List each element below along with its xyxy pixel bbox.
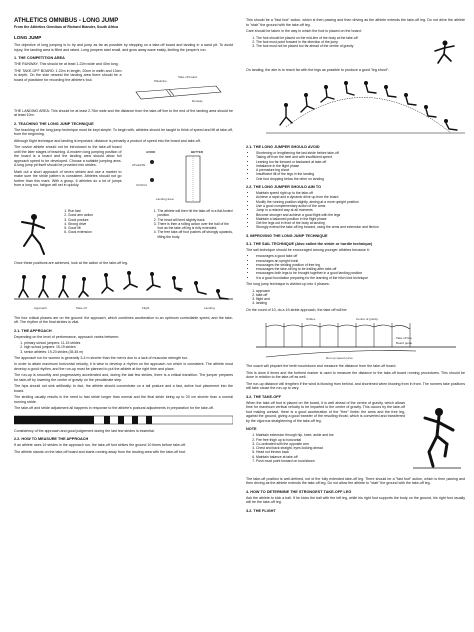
list-item: • it is a good foundation preparing for the learning of the hitch kick technique bbox=[256, 276, 465, 280]
list-item: • Leaning too far forward or backward at take-off bbox=[256, 160, 465, 164]
avoid-better-diagram bbox=[126, 148, 234, 206]
list-item: 4. landing bbox=[256, 301, 465, 305]
list-item: 1. The foot should be placed on the mid-line of the body at the take-off bbox=[256, 36, 421, 40]
teaching-paragraph-4: Mark out a short approach of seven strides and use a marker to make sure the stride pattern is consistent. Athletes should not go further than this mark. With a group, 6 athletes do a lot of jumps from a long run, fatigue will set in quickly. bbox=[14, 169, 122, 187]
list-item: • Maintain a balanced position in the flight phase bbox=[256, 217, 465, 221]
section-long-jump: LONG JUMP bbox=[14, 35, 42, 40]
coach-paragraph-1: The coach will pinpoint the tenth touchdown and measure the distance from the take-off board. bbox=[246, 364, 397, 369]
list-item: • encourages an upright trunk bbox=[256, 259, 465, 263]
sail-paragraph-1: The sail technique should be encouraged among younger athletes because it: bbox=[246, 247, 370, 252]
list-item: • encourages a good take-off bbox=[256, 254, 465, 258]
approach-paragraph-7: The take-off and stride adjustment all happens in response to the athlete's postural adjustments in preparation for the take-off. bbox=[14, 406, 214, 411]
list-item: 3. Co-ordinated with the opposite arm bbox=[256, 442, 405, 446]
runway-paragraph: THE RUNWAY: This should be at least 1.22m wide and 40m long. bbox=[14, 62, 119, 66]
list-item: 6. Good extension bbox=[68, 230, 144, 234]
list-item: 1. Run fast bbox=[68, 209, 144, 213]
list-item: • encourages the striding position of free leg bbox=[256, 263, 465, 267]
label-avoid: AVOID bbox=[145, 150, 155, 154]
takeoff-board-diagram bbox=[126, 72, 234, 106]
list-item: 2. Fire free thigh up to horizontal bbox=[256, 438, 405, 442]
list-item: • Jump in a relaxed way at all moments bbox=[256, 208, 465, 212]
page-title: ATHLETICS OMNIBUS - LONG JUMP bbox=[14, 18, 119, 24]
fig-label-takeoff-board: Take off board bbox=[177, 74, 197, 79]
section-aim: 2.2. THE LONG JUMPER SHOULD AIM TO bbox=[246, 185, 322, 190]
label-landing-area: Landing area bbox=[155, 197, 174, 201]
approach-paragraph-8: Consistency of the approach and good judgement during the last few strides is essential. bbox=[14, 428, 155, 433]
phase-label-approach: Approach bbox=[34, 305, 47, 310]
list-item: 4. Strong drive bbox=[68, 222, 144, 226]
list-item: • Imbalance in the flight phase bbox=[256, 164, 465, 168]
list-item: 5. Head not thrown back bbox=[256, 450, 405, 454]
sail-paragraph-2: The long jump technique is divided up into 4 phases: bbox=[246, 282, 330, 287]
list-item: • Taking off from the heel and with insufficient speed bbox=[256, 155, 465, 159]
section-strongest-takeoff-leg: 4. HOW TO DETERMINE THE STRONGEST TAKE-OFF LEG bbox=[246, 489, 352, 494]
teaching-paragraph-2: Although flight technique and landing is important, distance is primarily a product of speed into the board and take-off. bbox=[14, 138, 201, 143]
list-item: • Insufficient lift of the legs in the landing bbox=[256, 172, 465, 176]
foot-list bbox=[246, 36, 421, 66]
avoid-list bbox=[246, 151, 465, 181]
list-item: • One foot dropping below the other on landing bbox=[256, 177, 465, 181]
label-centre-of-gravity: Centre of gravity bbox=[356, 317, 379, 322]
phase-list bbox=[246, 289, 465, 306]
note-list bbox=[246, 433, 405, 463]
list-item: 3. senior athletes: 19-23 strides (35-45 m) bbox=[24, 350, 233, 354]
list-item: • Modify the running position slightly, aiming at a more upright position bbox=[256, 200, 465, 204]
checklist-1 bbox=[58, 209, 144, 259]
label-take-off-line: Take off line bbox=[396, 336, 412, 341]
list-item: 3. The foot must not be placed too far ahead of the centre of gravity bbox=[256, 44, 421, 48]
right-column bbox=[246, 0, 465, 632]
section-avoid: 2.1. THE LONG JUMPER SHOULD AVOID bbox=[246, 145, 320, 149]
list-item: 3. flight and bbox=[256, 297, 465, 301]
section-flight: 3.2. THE FLIGHT bbox=[246, 508, 276, 513]
approach-paragraph-2: Depending on the level of performance, approach varies between: bbox=[14, 334, 120, 339]
label-better: BETTER bbox=[190, 150, 203, 154]
phase-sequence-figure bbox=[14, 269, 233, 313]
strongest-paragraph: Ask the athlete to kick a ball. If he kicks the ball with the left leg, while his right foot supports the body on the ground, his right foot usually will be the take-off leg. bbox=[246, 495, 465, 505]
list-item: 1. primary school jumpers: 11-15 strides bbox=[24, 341, 233, 345]
phase-label-landing: Landing bbox=[204, 305, 215, 310]
approach-paragraph-4: The run-up is smoothly and progressively accelerated and, during the last few strides, there is a critical transition. The jumper prepares for take-off by lowering the centre of gravity on the penultimate step. bbox=[14, 373, 233, 382]
teaching-paragraph-3: The novice athlete should not be introduced to the take-off board until the later stages of teaching. A modern long jumping position of the board is a board and the landing area should allow full approach speed to be developed. Choose a suitable jumping area. A long jump pit itself should be provided into strides. bbox=[14, 145, 122, 167]
section-teaching: 2. TEACHING THE LONG JUMP TECHNIQUE bbox=[14, 121, 94, 126]
page-subtitle: From the Athletics Omnibus of Richard Blander, South Africa bbox=[14, 25, 119, 29]
list-item: 1. Maintain extension through hip, knee, ankle and toe bbox=[256, 433, 405, 437]
landing-area-paragraph: THE LANDING AREA: This should be at least 2.75m wide and the distance from the take-off line to the end of the landing area should be at least 10m. bbox=[14, 108, 233, 117]
list-item: 3. Good posture bbox=[68, 218, 144, 222]
aim-list bbox=[246, 191, 465, 230]
list-item: 1. The athlete will then hit the take-off in a flat-footed position. bbox=[158, 209, 234, 218]
list-item: 2. The foot must point forward in the direction of the jump bbox=[256, 40, 421, 44]
leg-shoot-sequence bbox=[246, 75, 465, 141]
approach-note: The approach run for women is generally 3-4 m shorter than the men's due to a lack of muscular strength too. bbox=[14, 355, 189, 360]
list-item: 4. The free take-off foot pushes off strongly upwards, lifting the body. bbox=[158, 230, 234, 239]
stride-bar-figure bbox=[14, 414, 233, 426]
list-item: 4. Chest and back straight, eyes looking ahead bbox=[256, 446, 405, 450]
count-paragraph: On the count of 10, do a 19-stride approach, the take-off will be: bbox=[246, 307, 348, 312]
approach-list bbox=[14, 341, 233, 354]
teaching-paragraph-5: Once these positions are achieved, look at the action of the take-off leg. bbox=[14, 261, 129, 265]
right-paragraph-2: Care should be taken in the way in which the foot is placed on the board: bbox=[246, 29, 362, 33]
section-sail: 3.1. THE SAIL TECHNIQUE (Also called the stride or hurdle technique) bbox=[246, 241, 373, 246]
phase-label-takeoff: Take-off bbox=[76, 305, 87, 310]
list-item: • Get the legs out in front of the body at landing bbox=[256, 221, 465, 225]
approach-paragraph-5: The hips should not sink artificially. In fact, the athlete should concentrate on a tall posture and a fast, active foot placement into the board. bbox=[14, 384, 233, 393]
list-item: 2. take-off bbox=[256, 293, 465, 297]
section-improving: 3. IMPROVING THE LONG JUMP TECHNIQUE bbox=[246, 233, 328, 238]
coach-paragraph-2: This is done 6 times and the furthest marker is used to measure the distance to the take-off board running procedures. This should be done in relation to the take-off as well. bbox=[246, 370, 465, 380]
section-approach: 2.1. THE APPROACH bbox=[14, 328, 52, 333]
list-item: • A premature leg shoot bbox=[256, 168, 465, 172]
list-item: • Shortening or lengthening the last stride before take-off bbox=[256, 151, 465, 155]
jumper-figure bbox=[14, 212, 54, 258]
intro-paragraph: The objective of long jumping is to try and jump as far as possible by stepping on a take-off board and landing in a sand pit. To avoid injury, the landing area is filled and raked. Long jumpers start small, and grow away wave easily, limiting the jumper's run. bbox=[14, 43, 233, 52]
runup-note: The run-up distance will lengthen if the wind is blowing from behind, and shortened when blowing from in front. The runners take positions will take cause the run-up to vary. bbox=[246, 381, 465, 391]
fig-label-plasticine: Plasticine bbox=[153, 78, 167, 83]
approach-paragraph-1: The four critical phases are on the ground: the approach, which combines acceleration to an optimum controllable speed, and the take-off. The rhythm of the final strides is vital. bbox=[14, 315, 233, 324]
list-item: 5. Good lift bbox=[68, 226, 144, 230]
right-paragraph-3: On landing, the aim is to reach far with the legs as possible to produce a good "leg shoot". bbox=[246, 67, 389, 72]
left-column bbox=[14, 0, 233, 632]
list-item: • encourages both legs to be brought together in a good landing position bbox=[256, 271, 465, 275]
label-strides: Strides bbox=[306, 317, 316, 322]
list-item: 1. approach bbox=[256, 289, 465, 293]
sail-list bbox=[246, 254, 465, 280]
list-item: 3. There is then a rolling action over the ball of the foot as the take-off leg is fully extended. bbox=[158, 222, 234, 231]
list-item: • encourages the take-off leg to be trailing after take-off bbox=[256, 267, 465, 271]
fig-label-runway: Runway bbox=[191, 98, 203, 103]
section-competition-area: 1. THE COMPETITION AREA bbox=[14, 56, 65, 60]
takeoff-paragraph-1: When the take-off foot is placed on the board, it is well ahead of the centre of gravity, which allows time for maximum vertical velocity to be imparted to the centre of gravity. This occurs by the take-off foot making contact, there is a good acceleration of the "free" limbs: the arms and the free leg, against the ground, giving a good transfer of the resulting thrust, which is converted and transferred by the vigorous straightening of the take-off leg. bbox=[246, 400, 405, 423]
foot-placement-figure bbox=[425, 39, 465, 65]
list-item: 7. Push must point forward on touchdown bbox=[256, 459, 405, 463]
list-item: • Become stronger and achieve a good flight with the legs bbox=[256, 213, 465, 217]
label-run-up-speed-curve: Run up speed curve bbox=[326, 356, 353, 361]
list-item: • Achieve a rapid and a dynamic drive up from the board bbox=[256, 195, 465, 199]
label-athlete: ATHLETE bbox=[131, 163, 145, 167]
list-item: 2. The head will tend slightly back. bbox=[158, 218, 234, 222]
label-board-guide: Board guide bbox=[396, 341, 413, 346]
list-item: 2. high school jumpers: 15-19 strides bbox=[24, 345, 233, 349]
phase-label-flight: Flight bbox=[142, 305, 150, 310]
note-paragraph: The take-off position is well-defined, not of the fully extended take-off leg. There should be a "fast foot" action, which is then pawing and then driving as the athlete extends the take-off leg. Do not allow the athlete to "stab" the ground with the take-off leg. bbox=[246, 476, 465, 486]
section-measure: 2.2. HOW TO MEASURE THE APPROACH bbox=[14, 437, 89, 442]
runup-speed-diagram bbox=[246, 315, 465, 361]
label-coach: COACH bbox=[135, 183, 147, 187]
measure-paragraph-2: The athlete stands on the take-off board and starts running away from the landing area with the take-off foot. bbox=[14, 449, 187, 454]
list-item: • Use a good complementary action of the arms bbox=[256, 204, 465, 208]
checklist-2 bbox=[148, 209, 234, 259]
approach-paragraph-3: In order to attain maximum horizontal velocity, it is wise to develop a rhythm on the approach run which is consistent. The athlete must develop a good rhythm, and the run-up must be planned to put the athlete at the right time and place. bbox=[14, 362, 233, 371]
takeoff-board-paragraph: THE TAKE-OFF BOARD: 1.22m in length, 20cm in width and 10cm in depth. On the side nearest the landing area there should be a board of plasticine for recording the athlete's foul. bbox=[14, 68, 122, 82]
section-takeoff: 3.2. THE TAKE-OFF bbox=[246, 394, 281, 399]
list-item: 6. Maintain balance at take-off bbox=[256, 455, 405, 459]
teaching-paragraph-1: The teaching of the long jump technique must be kept simple. To begin with, athletes should be taught to think of speed and lift at take-off, from the beginning. bbox=[14, 127, 233, 136]
approach-paragraph-6: The striding usually results in the need to fast stride longer than normal and the final stride being up to 20 cm shorter than a normal running stride. bbox=[14, 395, 233, 404]
list-item: • Maintain speed right up to the take-off bbox=[256, 191, 465, 195]
note-label: NOTE bbox=[246, 427, 257, 432]
list-item: 2. Good arm action bbox=[68, 213, 144, 217]
right-paragraph-1: This should be a "fast foot" action, which is then pawing and then driving as the athlete extends the take-off leg. Do not drive the athlete to "stab" the ground with the take-off leg. bbox=[246, 18, 465, 27]
list-item: • Strongly extend the take-off leg forward, using the arms and extension and flexion bbox=[256, 225, 465, 229]
takeoff-athlete-figure bbox=[409, 404, 465, 474]
measure-paragraph-1: If an athlete uses 19 strides in the approach run, the take-off foot strikes the ground 10 times before take-off. bbox=[14, 443, 187, 448]
